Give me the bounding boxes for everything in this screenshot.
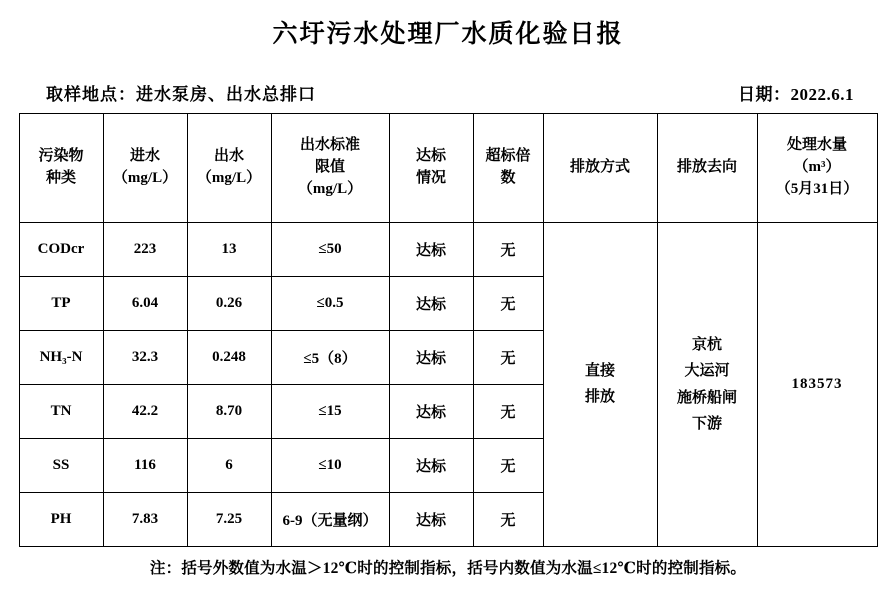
th-discharge-mode <box>543 114 657 223</box>
cell-exceed: 无 <box>473 331 543 385</box>
cell-standard: 6-9（无量纲） <box>271 493 389 547</box>
page-title: 六圩污水处理厂水质化验日报 <box>272 21 624 48</box>
th-exceed-factor <box>473 114 543 223</box>
meta-row <box>0 50 896 113</box>
cell-compliance: 达标 <box>389 385 473 439</box>
report-date: 日期：2022.6.1 <box>738 85 854 104</box>
cell-standard: ≤10 <box>271 439 389 493</box>
cell-influent: 32.3 <box>103 331 187 385</box>
th-exceed-line1: 超标倍 <box>485 148 531 165</box>
th-discharge-dest-line1: 排放去向 <box>676 159 737 176</box>
th-pollutant-line2: 种类 <box>45 170 76 186</box>
footnote: 注：括号外数值为水温＞12℃时的控制指标，括号内数值为水温≤12℃时的控制指标。 <box>149 560 747 577</box>
th-standard <box>271 114 389 223</box>
th-discharge-dest <box>657 114 757 223</box>
cell-compliance: 达标 <box>389 331 473 385</box>
cell-pollutant: NH₃-N <box>19 331 103 385</box>
cell-pollutant: TN <box>19 385 103 439</box>
discharge-dest-line2: 大运河 <box>684 363 730 380</box>
cell-discharge-dest <box>657 223 757 547</box>
cell-effluent: 0.248 <box>187 331 271 385</box>
cell-exceed: 无 <box>473 223 543 277</box>
th-effluent <box>187 114 271 223</box>
th-influent-line1: 进水 <box>129 148 160 165</box>
cell-effluent: 7.25 <box>187 493 271 547</box>
th-standard-line1: 出水标准 <box>299 137 360 154</box>
th-pollutant-line1: 污染物 <box>38 148 84 165</box>
th-influent-line2: （mg/L） <box>112 170 178 186</box>
th-volume <box>757 114 877 223</box>
cell-compliance: 达标 <box>389 439 473 493</box>
th-compliance <box>389 114 473 223</box>
th-standard-line3: （mg/L） <box>297 180 363 197</box>
th-exceed-line2: 数 <box>500 170 516 186</box>
th-effluent-line2: （mg/L） <box>196 170 262 186</box>
cell-standard: ≤15 <box>271 385 389 439</box>
table-header-row <box>19 114 877 223</box>
discharge-dest-line4: 下游 <box>691 415 722 432</box>
cell-treated-volume: 183573 <box>757 223 877 547</box>
cell-influent: 7.83 <box>103 493 187 547</box>
cell-effluent: 13 <box>187 223 271 277</box>
cell-pollutant: SS <box>19 439 103 493</box>
cell-influent: 116 <box>103 439 187 493</box>
cell-exceed: 无 <box>473 385 543 439</box>
cell-pollutant: PH <box>19 493 103 547</box>
discharge-mode-line1: 直接 <box>584 363 615 379</box>
discharge-mode-line2: 排放 <box>584 388 615 405</box>
th-compliance-line1: 达标 <box>415 148 446 165</box>
th-standard-line2: 限值 <box>314 159 345 176</box>
cell-standard: ≤0.5 <box>271 277 389 331</box>
cell-influent: 6.04 <box>103 277 187 331</box>
table-row <box>19 223 877 277</box>
cell-effluent: 8.70 <box>187 385 271 439</box>
cell-effluent: 6 <box>187 439 271 493</box>
th-effluent-line1: 出水 <box>213 148 244 165</box>
water-quality-table <box>19 113 878 547</box>
th-compliance-line2: 情况 <box>415 170 446 186</box>
th-volume-line1: 处理水量 <box>786 137 847 154</box>
cell-exceed: 无 <box>473 277 543 331</box>
cell-exceed: 无 <box>473 493 543 547</box>
th-pollutant <box>19 114 103 223</box>
cell-influent: 42.2 <box>103 385 187 439</box>
cell-pollutant: TP <box>19 277 103 331</box>
discharge-dest-line3: 施桥船闸 <box>676 389 737 406</box>
discharge-dest-line1: 京杭 <box>691 337 722 353</box>
cell-compliance: 达标 <box>389 277 473 331</box>
cell-exceed: 无 <box>473 439 543 493</box>
cell-standard: ≤50 <box>271 223 389 277</box>
cell-compliance: 达标 <box>389 493 473 547</box>
cell-discharge-mode <box>543 223 657 547</box>
sampling-location: 取样地点：进水泵房、出水总排口 <box>46 85 316 104</box>
th-volume-line2: （m³） <box>793 159 841 176</box>
th-discharge-mode-line1: 排放方式 <box>569 159 630 176</box>
th-volume-line3: （5月31日） <box>775 180 859 197</box>
th-influent <box>103 114 187 223</box>
cell-effluent: 0.26 <box>187 277 271 331</box>
cell-standard: ≤5（8） <box>271 331 389 385</box>
cell-influent: 223 <box>103 223 187 277</box>
cell-pollutant: CODcr <box>19 223 103 277</box>
cell-compliance: 达标 <box>389 223 473 277</box>
